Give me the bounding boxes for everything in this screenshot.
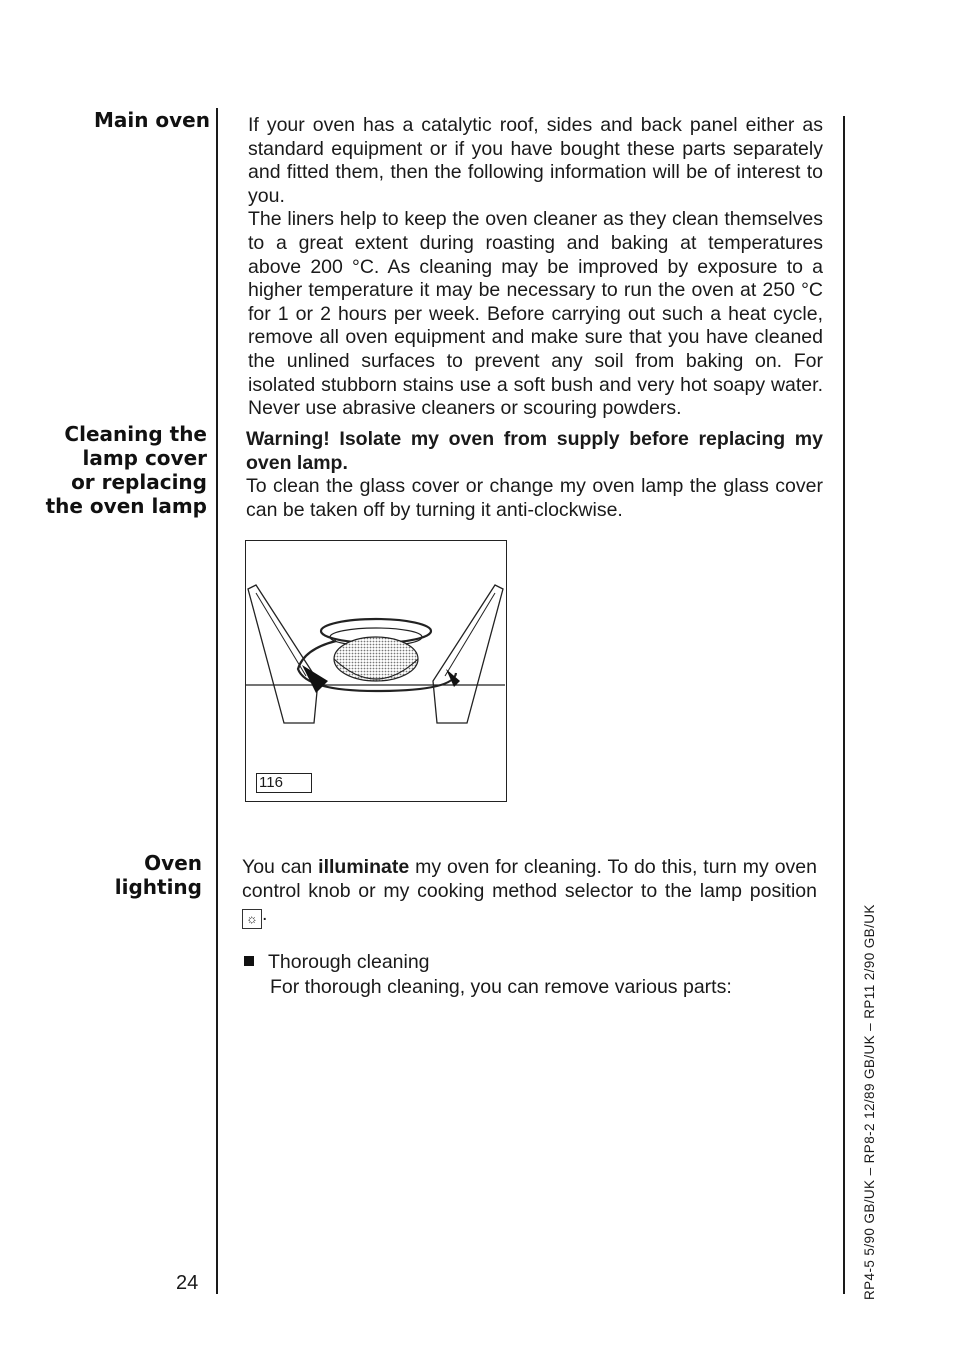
heading-lamp-cover [20,422,207,518]
page-number: 24 [176,1272,199,1294]
heading-main-oven: Main oven [93,108,210,132]
thorough-cleaning-text: For thorough cleaning, you can remove various parts: [270,976,732,998]
heading-line: lamp cover [82,446,207,470]
lighting-text-before: You can [242,856,319,878]
lamp-cover-instructions: To clean the glass cover or change my oven lamp the glass cover can be taken off by turning it anti-clockwise. [246,475,823,521]
lighting-text-bold: illuminate [318,856,410,878]
main-oven-paragraph-1: If your oven has a catalytic roof, sides and back panel either as standard equipment or if you have bought these parts separately and fitted them, then the following information will be of interest to you. [248,114,823,207]
right-margin-line [843,116,845,1294]
lighting-text-after: my oven for cleaning. To do this, turn my oven control knob or my cooking method selector to the lamp position [242,856,817,902]
main-oven-paragraph-2: The liners help to keep the oven cleaner as they clean themselves to a great extent during roasting and baking at temperatures above 200 °C. As cleaning may be improved by exposure to a higher temperature it may be necessary to run the oven at 250 °C for 1 or 2 hours per week. Before carrying out such a heat cycle, remove all oven equipment and make sure that you have cleaned the unlined surfaces to prevent any soil from baking on. For isolated stubborn stains use a soft bush and very hot soapy water. Never use abrasive cleaners or scouring powders. [248,208,823,420]
oven-lighting-text [242,856,817,929]
oven-lighting-paragraph [242,856,817,929]
bullet-square-icon [244,956,254,966]
heading-line: Oven [144,851,202,875]
heading-line: Cleaning the [64,422,207,446]
document-code: RP4-5 5/90 GB/UK – RP8-2 12/89 GB/UK – RP11 2/90 GB/UK [862,904,877,1300]
lamp-cover-illustration [245,540,507,802]
lighting-text-end: . [262,903,268,926]
thorough-cleaning-label: Thorough cleaning [268,951,430,973]
heading-line: the oven lamp [45,494,207,518]
heading-line: or replacing [71,470,207,494]
heading-oven-lighting [60,851,202,899]
main-oven-text [248,114,823,421]
lamp-cover-text [246,428,823,522]
thorough-cleaning-item [244,950,430,974]
lamp-cover-drawing [246,541,505,800]
warning-text: Warning! Isolate my oven from supply before replacing my oven lamp. [246,428,823,474]
lamp-symbol-icon: ☼ [242,909,262,929]
heading-line: lighting [114,875,202,899]
figure-number: 116 [256,773,312,793]
left-column-divider [216,108,218,1294]
